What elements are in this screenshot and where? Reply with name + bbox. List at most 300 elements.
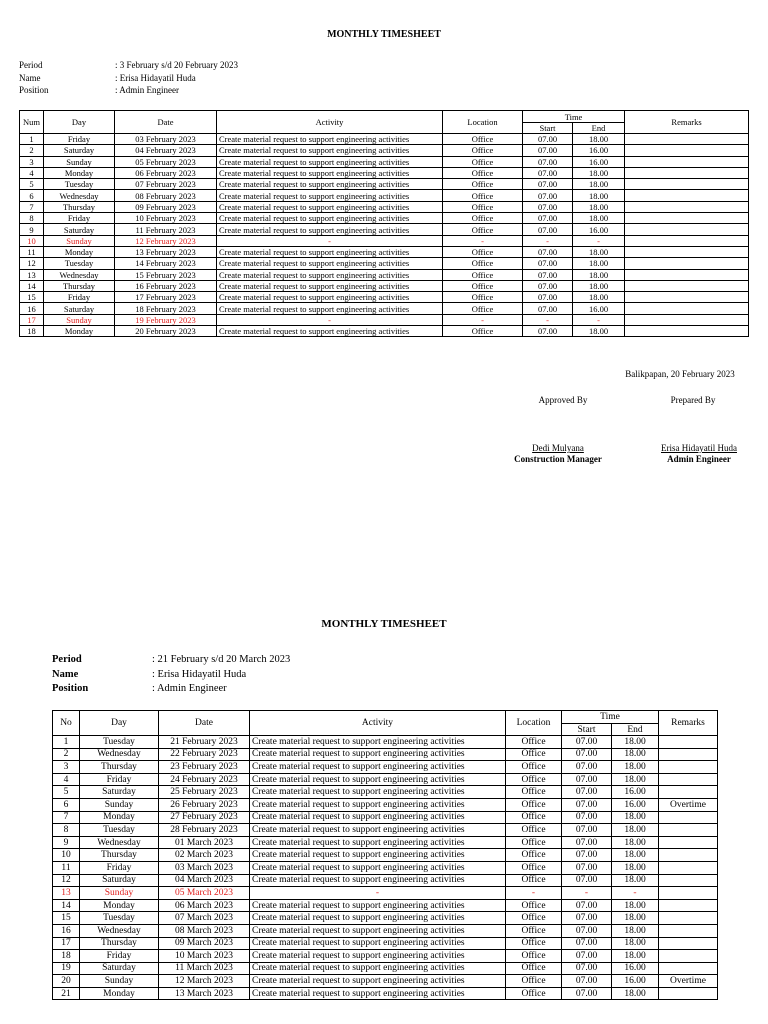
cell-day: Sunday xyxy=(80,798,159,811)
cell-start: 07.00 xyxy=(562,962,612,975)
cell-num: 21 xyxy=(53,987,80,1000)
cell-activity: Create material request to support engineering activities xyxy=(250,962,506,975)
cell-activity: Create material request to support engineering activities xyxy=(250,811,506,824)
col-num-header: No xyxy=(53,711,80,736)
cell-num: 8 xyxy=(53,824,80,837)
cell-start: 07.00 xyxy=(562,975,612,988)
cell-activity: Create material request to support engineering activities xyxy=(217,292,443,303)
cell-remarks xyxy=(625,145,749,156)
cell-activity: Create material request to support engineering activities xyxy=(217,303,443,314)
sheet1-place-date: Balikpapan, 20 February 2023 xyxy=(625,369,735,379)
table-row xyxy=(53,849,718,862)
sheet2-table-body xyxy=(53,736,718,1000)
cell-remarks xyxy=(659,736,718,749)
cell-location: Office xyxy=(443,258,523,269)
cell-remarks: Overtime xyxy=(659,798,718,811)
cell-day: Wednesday xyxy=(80,924,159,937)
cell-remarks xyxy=(659,849,718,862)
table-row xyxy=(20,224,749,235)
cell-num: 17 xyxy=(53,937,80,950)
cell-location: Office xyxy=(506,924,562,937)
cell-day: Friday xyxy=(80,773,159,786)
cell-end: 18.00 xyxy=(612,824,659,837)
cell-day: Wednesday xyxy=(80,748,159,761)
cell-remarks xyxy=(659,899,718,912)
cell-date: 06 February 2023 xyxy=(115,167,217,178)
cell-day: Friday xyxy=(80,861,159,874)
table-row xyxy=(53,987,718,1000)
cell-activity: Create material request to support engineering activities xyxy=(217,134,443,145)
cell-activity: Create material request to support engineering activities xyxy=(217,269,443,280)
cell-day: Tuesday xyxy=(80,912,159,925)
cell-remarks xyxy=(659,950,718,963)
cell-start: 07.00 xyxy=(523,134,573,145)
cell-activity: Create material request to support engineering activities xyxy=(250,861,506,874)
sheet2-position-row xyxy=(52,683,452,698)
table-row xyxy=(20,258,749,269)
cell-num: 6 xyxy=(20,190,44,201)
cell-num: 11 xyxy=(20,246,44,257)
cell-activity: Create material request to support engineering activities xyxy=(250,849,506,862)
table-row xyxy=(53,798,718,811)
table-row xyxy=(53,761,718,774)
cell-start: 07.00 xyxy=(523,179,573,190)
cell-remarks xyxy=(625,303,749,314)
position-label: Position xyxy=(19,85,49,95)
cell-end: 18.00 xyxy=(573,326,625,337)
cell-day: Friday xyxy=(44,292,115,303)
cell-remarks xyxy=(625,292,749,303)
position-label: Position xyxy=(52,683,89,694)
cell-activity: Create material request to support engineering activities xyxy=(250,912,506,925)
position-value: : Admin Engineer xyxy=(152,683,227,694)
cell-remarks xyxy=(625,235,749,246)
cell-activity: Create material request to support engineering activities xyxy=(250,975,506,988)
cell-date: 02 March 2023 xyxy=(159,849,250,862)
cell-date: 27 February 2023 xyxy=(159,811,250,824)
col-activity-header: Activity xyxy=(250,711,506,736)
cell-end: 16.00 xyxy=(573,145,625,156)
cell-start: 07.00 xyxy=(523,167,573,178)
cell-num: 7 xyxy=(20,201,44,212)
cell-end: 18.00 xyxy=(612,937,659,950)
cell-end: 16.00 xyxy=(612,962,659,975)
cell-date: 03 March 2023 xyxy=(159,861,250,874)
cell-location: Office xyxy=(506,950,562,963)
table-row xyxy=(53,962,718,975)
cell-day: Monday xyxy=(44,326,115,337)
table-row xyxy=(20,303,749,314)
position-value: : Admin Engineer xyxy=(115,85,179,95)
cell-remarks xyxy=(625,280,749,291)
cell-remarks xyxy=(659,887,718,900)
cell-date: 28 February 2023 xyxy=(159,824,250,837)
cell-location: Office xyxy=(506,874,562,887)
sheet2-period-row xyxy=(52,654,452,669)
sheet2-timesheet-table xyxy=(52,710,718,1000)
cell-remarks xyxy=(659,773,718,786)
col-time-header: Time xyxy=(562,711,659,724)
col-remarks-header: Remarks xyxy=(659,711,718,736)
cell-num: 7 xyxy=(53,811,80,824)
cell-start: 07.00 xyxy=(523,224,573,235)
cell-day: Thursday xyxy=(80,761,159,774)
cell-end: 18.00 xyxy=(612,924,659,937)
sheet2-info xyxy=(52,654,452,698)
cell-activity: Create material request to support engineering activities xyxy=(250,874,506,887)
cell-location: - xyxy=(443,235,523,246)
table-row xyxy=(20,156,749,167)
cell-day: Wednesday xyxy=(44,269,115,280)
cell-num: 10 xyxy=(20,235,44,246)
cell-start: 07.00 xyxy=(562,736,612,749)
cell-end: - xyxy=(573,235,625,246)
cell-location: Office xyxy=(443,134,523,145)
cell-date: 12 March 2023 xyxy=(159,975,250,988)
cell-remarks xyxy=(659,748,718,761)
col-location-header: Location xyxy=(443,111,523,134)
cell-date: 07 March 2023 xyxy=(159,912,250,925)
cell-date: 10 February 2023 xyxy=(115,213,217,224)
preparer-title: Admin Engineer xyxy=(667,454,731,464)
cell-end: 16.00 xyxy=(573,156,625,167)
cell-location: Office xyxy=(506,962,562,975)
cell-num: 3 xyxy=(53,761,80,774)
table-row xyxy=(53,887,718,900)
cell-remarks xyxy=(659,874,718,887)
period-label: Period xyxy=(19,60,43,70)
cell-day: Tuesday xyxy=(80,736,159,749)
cell-remarks xyxy=(625,213,749,224)
cell-start: 07.00 xyxy=(562,773,612,786)
cell-num: 18 xyxy=(53,950,80,963)
cell-location: Office xyxy=(443,280,523,291)
table-row xyxy=(53,899,718,912)
cell-start: 07.00 xyxy=(523,145,573,156)
col-time-header: Time xyxy=(523,111,625,123)
col-activity-header: Activity xyxy=(217,111,443,134)
cell-start: 07.00 xyxy=(562,861,612,874)
cell-location: Office xyxy=(443,179,523,190)
cell-date: 21 February 2023 xyxy=(159,736,250,749)
cell-date: 05 March 2023 xyxy=(159,887,250,900)
cell-end: 18.00 xyxy=(612,849,659,862)
cell-remarks xyxy=(625,314,749,325)
cell-num: 2 xyxy=(20,145,44,156)
cell-activity: Create material request to support engineering activities xyxy=(250,761,506,774)
cell-day: Tuesday xyxy=(44,179,115,190)
cell-num: 12 xyxy=(20,258,44,269)
cell-date: 06 March 2023 xyxy=(159,899,250,912)
cell-activity: Create material request to support engineering activities xyxy=(250,836,506,849)
cell-day: Saturday xyxy=(44,145,115,156)
cell-day: Monday xyxy=(44,167,115,178)
cell-day: Sunday xyxy=(44,235,115,246)
cell-activity: Create material request to support engineering activities xyxy=(250,798,506,811)
sheet1-name-row xyxy=(19,73,419,86)
sheet1-period-row xyxy=(19,60,419,73)
cell-date: 18 February 2023 xyxy=(115,303,217,314)
cell-end: 18.00 xyxy=(612,736,659,749)
table-row xyxy=(20,145,749,156)
cell-day: Sunday xyxy=(80,975,159,988)
col-day-header: Day xyxy=(80,711,159,736)
col-location-header: Location xyxy=(506,711,562,736)
cell-remarks xyxy=(625,269,749,280)
cell-date: 13 March 2023 xyxy=(159,987,250,1000)
cell-end: - xyxy=(612,887,659,900)
table-row xyxy=(53,824,718,837)
cell-activity: - xyxy=(217,314,443,325)
cell-num: 14 xyxy=(20,280,44,291)
cell-remarks xyxy=(625,326,749,337)
cell-start: 07.00 xyxy=(562,912,612,925)
cell-activity: - xyxy=(250,887,506,900)
cell-num: 3 xyxy=(20,156,44,167)
name-value: : Erisa Hidayatil Huda xyxy=(152,668,247,680)
cell-num: 16 xyxy=(20,303,44,314)
cell-day: Wednesday xyxy=(44,190,115,201)
cell-day: Tuesday xyxy=(80,824,159,837)
col-end-header: End xyxy=(573,123,625,134)
cell-start: 07.00 xyxy=(562,761,612,774)
cell-start: 07.00 xyxy=(523,201,573,212)
sheet1-position-row xyxy=(19,85,419,98)
cell-location: Office xyxy=(443,167,523,178)
cell-end: 18.00 xyxy=(573,134,625,145)
cell-location: Office xyxy=(443,224,523,235)
cell-day: Monday xyxy=(80,811,159,824)
approver-name: Dedi Mulyana xyxy=(532,443,584,453)
col-remarks-header: Remarks xyxy=(625,111,749,134)
cell-end: 18.00 xyxy=(612,912,659,925)
col-date-header: Date xyxy=(159,711,250,736)
cell-activity: Create material request to support engineering activities xyxy=(217,156,443,167)
cell-location: Office xyxy=(506,736,562,749)
cell-location: Office xyxy=(443,156,523,167)
cell-start: 07.00 xyxy=(523,303,573,314)
cell-num: 1 xyxy=(53,736,80,749)
cell-end: 18.00 xyxy=(612,811,659,824)
cell-date: 20 February 2023 xyxy=(115,326,217,337)
cell-date: 04 February 2023 xyxy=(115,145,217,156)
cell-remarks xyxy=(625,167,749,178)
cell-remarks xyxy=(625,201,749,212)
cell-num: 18 xyxy=(20,326,44,337)
cell-num: 13 xyxy=(53,887,80,900)
cell-start: 07.00 xyxy=(523,213,573,224)
cell-start: 07.00 xyxy=(523,280,573,291)
table-row xyxy=(20,269,749,280)
cell-end: 18.00 xyxy=(573,201,625,212)
cell-location: Office xyxy=(506,861,562,874)
cell-date: 09 February 2023 xyxy=(115,201,217,212)
cell-start: 07.00 xyxy=(523,246,573,257)
cell-activity: Create material request to support engineering activities xyxy=(250,736,506,749)
cell-activity: Create material request to support engineering activities xyxy=(217,190,443,201)
name-label: Name xyxy=(19,72,41,83)
table-row xyxy=(20,246,749,257)
sheet2-title: MONTHLY TIMESHEET xyxy=(321,618,447,630)
cell-remarks xyxy=(659,824,718,837)
cell-activity: Create material request to support engineering activities xyxy=(250,899,506,912)
col-date-header: Date xyxy=(115,111,217,134)
cell-day: Thursday xyxy=(44,201,115,212)
cell-date: 25 February 2023 xyxy=(159,786,250,799)
sheet1-table-body xyxy=(20,134,749,337)
cell-end: 18.00 xyxy=(573,280,625,291)
cell-num: 1 xyxy=(20,134,44,145)
sheet2-name-row xyxy=(52,669,452,684)
sheet1-info xyxy=(19,60,419,98)
cell-location: Office xyxy=(506,975,562,988)
cell-remarks xyxy=(625,224,749,235)
cell-num: 20 xyxy=(53,975,80,988)
cell-day: Thursday xyxy=(80,849,159,862)
cell-day: Saturday xyxy=(80,786,159,799)
sheet1-timesheet-table xyxy=(19,110,749,337)
cell-activity: Create material request to support engineering activities xyxy=(217,280,443,291)
cell-day: Thursday xyxy=(44,280,115,291)
cell-end: 18.00 xyxy=(573,167,625,178)
cell-activity: Create material request to support engineering activities xyxy=(250,924,506,937)
cell-end: 18.00 xyxy=(573,269,625,280)
cell-day: Monday xyxy=(80,899,159,912)
cell-num: 8 xyxy=(20,213,44,224)
table-row xyxy=(20,280,749,291)
preparer-name: Erisa Hidayatil Huda xyxy=(661,443,737,453)
cell-date: 16 February 2023 xyxy=(115,280,217,291)
table-row xyxy=(53,912,718,925)
cell-num: 11 xyxy=(53,861,80,874)
cell-end: 18.00 xyxy=(573,292,625,303)
table-row xyxy=(20,179,749,190)
cell-activity: Create material request to support engineering activities xyxy=(217,326,443,337)
cell-start: 07.00 xyxy=(523,269,573,280)
cell-date: 17 February 2023 xyxy=(115,292,217,303)
cell-end: 18.00 xyxy=(573,213,625,224)
cell-day: Thursday xyxy=(80,937,159,950)
cell-location: Office xyxy=(443,213,523,224)
cell-num: 15 xyxy=(20,292,44,303)
table-row xyxy=(20,235,749,246)
cell-location: Office xyxy=(506,811,562,824)
period-label: Period xyxy=(52,654,82,665)
cell-date: 10 March 2023 xyxy=(159,950,250,963)
cell-end: 18.00 xyxy=(612,950,659,963)
cell-num: 13 xyxy=(20,269,44,280)
cell-remarks xyxy=(659,861,718,874)
cell-start: 07.00 xyxy=(562,950,612,963)
cell-date: 01 March 2023 xyxy=(159,836,250,849)
cell-remarks xyxy=(625,179,749,190)
table-row xyxy=(20,314,749,325)
cell-start: 07.00 xyxy=(562,899,612,912)
cell-end: 18.00 xyxy=(612,773,659,786)
cell-activity: Create material request to support engineering activities xyxy=(217,246,443,257)
table-row xyxy=(53,836,718,849)
cell-day: Saturday xyxy=(80,874,159,887)
cell-remarks xyxy=(659,937,718,950)
cell-activity: Create material request to support engineering activities xyxy=(217,224,443,235)
approver-title: Construction Manager xyxy=(514,454,602,464)
cell-start: 07.00 xyxy=(562,748,612,761)
cell-remarks xyxy=(659,912,718,925)
cell-num: 14 xyxy=(53,899,80,912)
cell-date: 26 February 2023 xyxy=(159,798,250,811)
period-value: : 21 February s/d 20 March 2023 xyxy=(152,654,291,665)
cell-start: 07.00 xyxy=(562,798,612,811)
cell-start: - xyxy=(562,887,612,900)
cell-activity: Create material request to support engineering activities xyxy=(217,213,443,224)
cell-date: 09 March 2023 xyxy=(159,937,250,950)
cell-end: 18.00 xyxy=(573,190,625,201)
cell-location: Office xyxy=(506,912,562,925)
cell-start: 07.00 xyxy=(562,924,612,937)
cell-day: Tuesday xyxy=(44,258,115,269)
table-row xyxy=(20,292,749,303)
cell-activity: Create material request to support engineering activities xyxy=(217,258,443,269)
cell-location: Office xyxy=(506,786,562,799)
cell-day: Saturday xyxy=(80,962,159,975)
cell-location: Office xyxy=(506,798,562,811)
cell-end: 18.00 xyxy=(612,748,659,761)
cell-num: 2 xyxy=(53,748,80,761)
col-end-header: End xyxy=(612,724,659,736)
table-row xyxy=(53,937,718,950)
cell-start: 07.00 xyxy=(523,190,573,201)
cell-num: 12 xyxy=(53,874,80,887)
cell-num: 9 xyxy=(53,836,80,849)
cell-end: 18.00 xyxy=(573,179,625,190)
table-row xyxy=(53,811,718,824)
cell-activity: Create material request to support engineering activities xyxy=(250,824,506,837)
cell-end: 16.00 xyxy=(612,786,659,799)
cell-date: 03 February 2023 xyxy=(115,134,217,145)
cell-date: 15 February 2023 xyxy=(115,269,217,280)
cell-date: 07 February 2023 xyxy=(115,179,217,190)
cell-date: 12 February 2023 xyxy=(115,235,217,246)
cell-end: 16.00 xyxy=(573,303,625,314)
cell-date: 13 February 2023 xyxy=(115,246,217,257)
cell-end: 18.00 xyxy=(612,836,659,849)
col-start-header: Start xyxy=(562,724,612,736)
cell-remarks xyxy=(625,190,749,201)
cell-end: 18.00 xyxy=(612,874,659,887)
prepared-by-label: Prepared By xyxy=(670,395,716,405)
cell-start: 07.00 xyxy=(562,937,612,950)
table-row xyxy=(20,190,749,201)
cell-num: 16 xyxy=(53,924,80,937)
cell-date: 05 February 2023 xyxy=(115,156,217,167)
cell-activity: Create material request to support engineering activities xyxy=(250,987,506,1000)
cell-remarks xyxy=(659,836,718,849)
cell-start: 07.00 xyxy=(523,326,573,337)
cell-end: 16.00 xyxy=(612,975,659,988)
table-row xyxy=(53,975,718,988)
cell-location: Office xyxy=(506,773,562,786)
cell-location: Office xyxy=(443,303,523,314)
cell-day: Friday xyxy=(44,213,115,224)
cell-location: - xyxy=(506,887,562,900)
cell-num: 17 xyxy=(20,314,44,325)
cell-end: 18.00 xyxy=(612,761,659,774)
cell-date: 04 March 2023 xyxy=(159,874,250,887)
cell-num: 10 xyxy=(53,849,80,862)
cell-date: 11 March 2023 xyxy=(159,962,250,975)
cell-location: Office xyxy=(443,246,523,257)
table-row xyxy=(20,134,749,145)
